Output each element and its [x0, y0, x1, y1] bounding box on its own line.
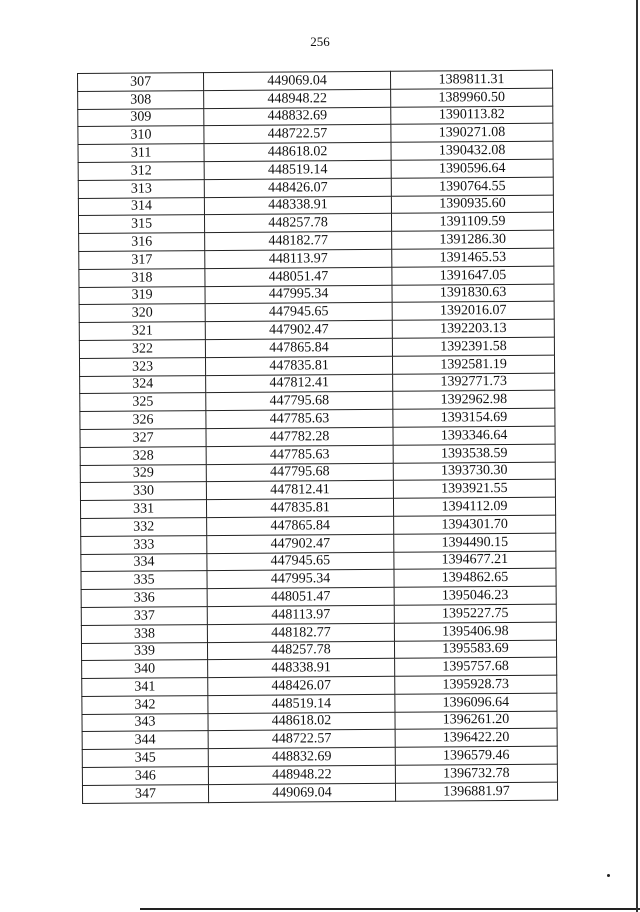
- point-number-cell: 311: [78, 144, 204, 163]
- scan-right-edge: [636, 0, 638, 912]
- point-number-cell: 343: [82, 713, 208, 732]
- point-number-cell: 326: [80, 411, 206, 430]
- point-number-cell: 320: [79, 304, 205, 323]
- point-number-cell: 340: [82, 660, 208, 679]
- point-number-cell: 335: [81, 571, 207, 590]
- point-number-cell: 345: [82, 749, 208, 768]
- y-coordinate-cell: 1391109.59: [391, 213, 553, 232]
- y-coordinate-cell: 1393921.55: [393, 479, 555, 498]
- x-coordinate-cell: 447902.47: [207, 534, 394, 553]
- point-number-cell: 321: [79, 322, 205, 341]
- x-coordinate-cell: 448426.07: [208, 676, 395, 695]
- x-coordinate-cell: 448426.07: [204, 178, 391, 197]
- x-coordinate-cell: 447995.34: [207, 570, 394, 589]
- point-number-cell: 308: [78, 90, 204, 109]
- x-coordinate-cell: 448182.77: [205, 231, 392, 250]
- x-coordinate-cell: 448519.14: [204, 160, 391, 179]
- x-coordinate-cell: 448832.69: [208, 748, 395, 767]
- y-coordinate-cell: 1395227.75: [394, 604, 556, 623]
- point-number-cell: 341: [82, 678, 208, 697]
- x-coordinate-cell: 447865.84: [207, 516, 394, 535]
- y-coordinate-cell: 1396732.78: [395, 764, 557, 783]
- x-coordinate-cell: 448051.47: [207, 587, 394, 606]
- x-coordinate-cell: 447865.84: [205, 338, 392, 357]
- point-number-cell: 314: [78, 197, 204, 216]
- y-coordinate-cell: 1389960.50: [391, 88, 553, 107]
- y-coordinate-cell: 1392016.07: [392, 302, 554, 321]
- y-coordinate-cell: 1390596.64: [391, 159, 553, 178]
- x-coordinate-cell: 448948.22: [208, 765, 395, 784]
- x-coordinate-cell: 447835.81: [206, 498, 393, 517]
- y-coordinate-cell: 1396881.97: [395, 782, 557, 801]
- y-coordinate-cell: 1393730.30: [393, 462, 555, 481]
- x-coordinate-cell: 447782.28: [206, 427, 393, 446]
- point-number-cell: 346: [82, 767, 208, 786]
- point-number-cell: 347: [82, 784, 208, 803]
- x-coordinate-cell: 449069.04: [208, 783, 395, 802]
- point-number-cell: 325: [80, 393, 206, 412]
- point-number-cell: 338: [81, 624, 207, 643]
- y-coordinate-cell: 1393346.64: [393, 426, 555, 445]
- y-coordinate-cell: 1392962.98: [393, 391, 555, 410]
- y-coordinate-cell: 1391647.05: [392, 266, 554, 285]
- y-coordinate-cell: 1394677.21: [394, 551, 556, 570]
- x-coordinate-cell: 448257.78: [204, 214, 391, 233]
- point-number-cell: 317: [79, 251, 205, 270]
- x-coordinate-cell: 447945.65: [205, 303, 392, 322]
- y-coordinate-cell: 1392581.19: [392, 355, 554, 374]
- point-number-cell: 323: [79, 357, 205, 376]
- scan-bottom-edge: [140, 908, 640, 910]
- x-coordinate-cell: 448113.97: [205, 249, 392, 268]
- y-coordinate-cell: 1394301.70: [394, 515, 556, 534]
- point-number-cell: 307: [78, 73, 204, 92]
- x-coordinate-cell: 447785.63: [206, 409, 393, 428]
- y-coordinate-cell: 1396579.46: [395, 746, 557, 765]
- y-coordinate-cell: 1390432.08: [391, 141, 553, 160]
- x-coordinate-cell: 448113.97: [207, 605, 394, 624]
- x-coordinate-cell: 448832.69: [204, 107, 391, 126]
- y-coordinate-cell: 1392203.13: [392, 319, 554, 338]
- point-number-cell: 327: [80, 429, 206, 448]
- point-number-cell: 337: [81, 607, 207, 626]
- x-coordinate-cell: 447812.41: [206, 374, 393, 393]
- y-coordinate-cell: 1393154.69: [393, 408, 555, 427]
- point-number-cell: 333: [81, 535, 207, 554]
- y-coordinate-cell: 1390113.82: [391, 106, 553, 125]
- point-number-cell: 330: [80, 482, 206, 501]
- y-coordinate-cell: 1391465.53: [392, 248, 554, 267]
- y-coordinate-cell: 1394112.09: [393, 497, 555, 516]
- x-coordinate-cell: 447945.65: [207, 552, 394, 571]
- y-coordinate-cell: 1395757.68: [395, 657, 557, 676]
- y-coordinate-cell: 1389811.31: [390, 70, 552, 89]
- point-number-cell: 315: [78, 215, 204, 234]
- point-number-cell: 344: [82, 731, 208, 750]
- table-body: [78, 70, 558, 803]
- scan-speck: [607, 874, 610, 877]
- y-coordinate-cell: 1391286.30: [392, 230, 554, 249]
- x-coordinate-cell: 448338.91: [208, 659, 395, 678]
- y-coordinate-cell: 1390764.55: [391, 177, 553, 196]
- x-coordinate-cell: 447785.63: [206, 445, 393, 464]
- point-number-cell: 319: [79, 286, 205, 305]
- x-coordinate-cell: 448722.57: [204, 125, 391, 144]
- x-coordinate-cell: 449069.04: [204, 71, 391, 90]
- x-coordinate-cell: 447902.47: [205, 320, 392, 339]
- y-coordinate-cell: 1395928.73: [395, 675, 557, 694]
- y-coordinate-cell: 1396422.20: [395, 729, 557, 748]
- x-coordinate-cell: 448051.47: [205, 267, 392, 286]
- point-number-cell: 328: [80, 446, 206, 465]
- x-coordinate-cell: 448519.14: [208, 694, 395, 713]
- y-coordinate-cell: 1396261.20: [395, 711, 557, 730]
- point-number-cell: 310: [78, 126, 204, 145]
- point-number-cell: 318: [79, 268, 205, 287]
- y-coordinate-cell: 1396096.64: [395, 693, 557, 712]
- y-coordinate-cell: 1395406.98: [394, 622, 556, 641]
- point-number-cell: 332: [81, 518, 207, 537]
- y-coordinate-cell: 1393538.59: [393, 444, 555, 463]
- x-coordinate-cell: 448182.77: [207, 623, 394, 642]
- y-coordinate-cell: 1394862.65: [394, 568, 556, 587]
- x-coordinate-cell: 448338.91: [204, 196, 391, 215]
- point-number-cell: 331: [80, 500, 206, 519]
- x-coordinate-cell: 448948.22: [204, 89, 391, 108]
- table-row: [82, 782, 557, 803]
- point-number-cell: 309: [78, 108, 204, 127]
- y-coordinate-cell: 1390271.08: [391, 124, 553, 143]
- x-coordinate-cell: 447795.68: [206, 392, 393, 411]
- x-coordinate-cell: 448257.78: [207, 641, 394, 660]
- point-number-cell: 313: [78, 179, 204, 198]
- point-number-cell: 312: [78, 162, 204, 181]
- x-coordinate-cell: 447995.34: [205, 285, 392, 304]
- y-coordinate-cell: 1395046.23: [394, 586, 556, 605]
- point-number-cell: 322: [79, 340, 205, 359]
- point-number-cell: 336: [81, 589, 207, 608]
- point-number-cell: 334: [81, 553, 207, 572]
- point-number-cell: 342: [82, 695, 208, 714]
- point-number-cell: 316: [79, 233, 205, 252]
- page-number: 256: [310, 34, 330, 49]
- y-coordinate-cell: 1394490.15: [394, 533, 556, 552]
- x-coordinate-cell: 447812.41: [206, 481, 393, 500]
- x-coordinate-cell: 448722.57: [208, 730, 395, 749]
- y-coordinate-cell: 1395583.69: [394, 640, 556, 659]
- coordinates-table: [77, 70, 558, 804]
- x-coordinate-cell: 447835.81: [205, 356, 392, 375]
- x-coordinate-cell: 448618.02: [208, 712, 395, 731]
- x-coordinate-cell: 448618.02: [204, 142, 391, 161]
- y-coordinate-cell: 1391830.63: [392, 284, 554, 303]
- y-coordinate-cell: 1390935.60: [391, 195, 553, 214]
- y-coordinate-cell: 1392771.73: [393, 373, 555, 392]
- point-number-cell: 329: [80, 464, 206, 483]
- y-coordinate-cell: 1392391.58: [392, 337, 554, 356]
- point-number-cell: 324: [80, 375, 206, 394]
- point-number-cell: 339: [81, 642, 207, 661]
- x-coordinate-cell: 447795.68: [206, 463, 393, 482]
